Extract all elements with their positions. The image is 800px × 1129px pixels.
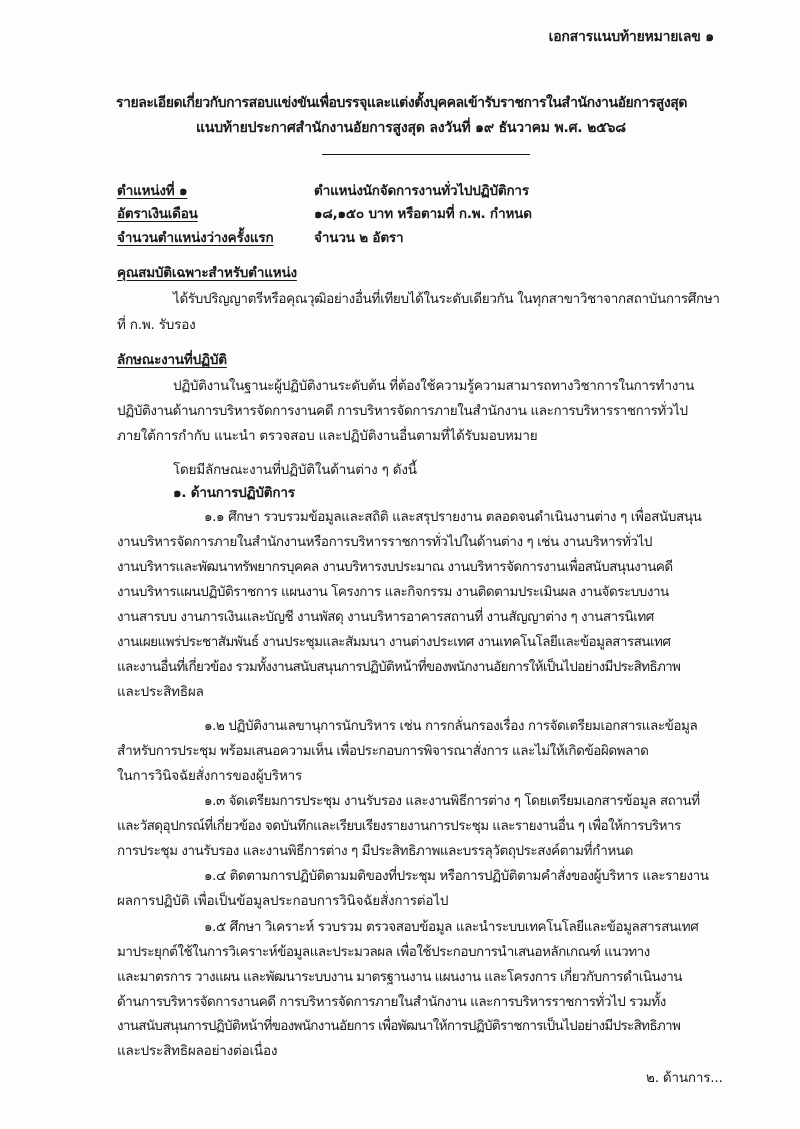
qualifications-heading: คุณสมบัติเฉพาะสำหรับตำแหน่ง [117,265,297,281]
header-divider [322,154,530,155]
section1-heading: ๑. ด้านการปฏิบัติการ [173,485,295,501]
item-line: ๑.๒ ปฏิบัติงานเลขานุการนักบริหาร เช่น การกลั่นกรองเรื่อง การจัดเตรียมเอกสารและข้อมูล [204,718,698,734]
document-title-line2: แนบท้ายประกาศสำนักงานอัยการสูงสุด ลงวันที่ ๑๙ ธันวาคม พ.ศ. ๒๕๖๘ [196,120,626,136]
item-line: และประสิทธิผลอย่างต่อเนื่อง [117,1043,278,1059]
item-line: ๑.๕ ศึกษา วิเคราะห์ รวบรวม ตรวจสอบข้อมูล และนำระบบเทคโนโลยีและข้อมูลสารสนเทศ [204,919,699,935]
vacancy-value: จำนวน ๒ อัตรา [314,230,404,246]
document-title-line1: รายละเอียดเกี่ยวกับการสอบแข่งขันเพื่อบรรจุและแต่งตั้งบุคคลเข้ารับราชการในสำนักงานอัยการสูงสุด [116,95,688,111]
salary-label: อัตราเงินเดือน [117,206,198,222]
item-line: งานสารบบ งานการเงินและบัญชี งานพัสดุ งานบริหารอาคารสถานที่ งานสัญญาต่าง ๆ งานสารนิเทศ [117,609,654,625]
position-label: ตำแหน่งที่ ๑ [117,183,188,199]
item-line: ผลการปฏิบัติ เพื่อเป็นข้อมูลประกอบการวินิจฉัยสั่งการต่อไป [117,893,449,909]
item-line: และวัสดุอุปกรณ์ที่เกี่ยวข้อง จดบันทึกและเรียบเรียงรายงานการประชุม และรายงานอื่น ๆ เพื่อให้การบริหาร [117,818,681,834]
item-line: และมาตรการ วางแผน และพัฒนาระบบงาน มาตรฐานงาน แผนงาน และโครงการ เกี่ยวกับการดำเนินงาน [117,969,682,985]
item-line: งานเผยแพร่ประชาสัมพันธ์ งานประชุมและสัมมนา งานต่างประเทศ งานเทคโนโลยีและข้อมูลสารสนเทศ [117,634,671,650]
qualifications-line: ที่ ก.พ. รับรอง [117,317,196,333]
item-line: สำหรับการประชุม พร้อมเสนอความเห็น เพื่อประกอบการพิจารณาสั่งการ และไม่ให้เกิดข้อผิดพลาด [117,743,649,759]
item-line: และงานอื่นที่เกี่ยวข้อง รวมทั้งงานสนับสนุนการปฏิบัติหน้าที่ของพนักงานอัยการให้เป็นไปอย่างมีประสิทธิภาพ [117,659,681,675]
item-line: งานสนับสนุนการปฏิบัติหน้าที่ของพนักงานอัยการ เพื่อพัฒนาให้การปฏิบัติราชการเป็นไปอย่างมีประสิทธิภาพ [117,1018,681,1034]
item-line: มาประยุกต์ใช้ในการวิเคราะห์ข้อมูลและประมวลผล เพื่อใช้ประกอบการนำเสนอหลักเกณฑ์ แนวทาง [117,944,650,960]
item-line: ด้านการบริหารจัดการงานคดี การบริหารจัดการภายในสำนักงาน และการบริหารราชการทั่วไป รวมทั้ง [117,994,666,1010]
attachment-label: เอกสารแนบท้ายหมายเลข ๑ [548,29,714,45]
job-description-intro: โดยมีลักษณะงานที่ปฏิบัติในด้านต่าง ๆ ดังนี้ [173,462,417,478]
position-value: ตำแหน่งนักจัดการงานทั่วไปปฏิบัติการ [314,183,529,199]
qualifications-line: ได้รับปริญญาตรีหรือคุณวุฒิอย่างอื่นที่เทียบได้ในระดับเดียวกัน ในทุกสาขาวิชาจากสถาบันการศึกษา [173,291,720,307]
continuation-marker: ๒. ด้านการ... [646,1070,723,1086]
item-line: งานบริหารและพัฒนาทรัพยากรบุคคล งานบริหารงบประมาณ งานบริหารจัดการงานเพื่อสนับสนุนงานคดี [117,559,673,575]
job-description-line: ภายใต้การกำกับ แนะนำ ตรวจสอบ และปฏิบัติงานอื่นตามที่ได้รับมอบหมาย [117,428,538,444]
item-line: ๑.๔ ติดตามการปฏิบัติตามมติของที่ประชุม หรือการปฏิบัติตามคำสั่งของผู้บริหาร และรายงาน [204,868,709,884]
salary-value: ๑๘,๑๕๐ บาท หรือตามที่ ก.พ. กำหนด [314,206,532,222]
item-line: และประสิทธิผล [117,684,204,700]
item-line: ๑.๑ ศึกษา รวบรวมข้อมูลและสถิติ และสรุปรายงาน ตลอดจนดำเนินงานต่าง ๆ เพื่อสนับสนุน [204,509,702,525]
item-line: การประชุม งานรับรอง และงานพิธีการต่าง ๆ มีประสิทธิภาพและบรรลุวัตถุประสงค์ตามที่กำหนด [117,843,633,859]
job-description-line: ปฏิบัติงานด้านการบริหารจัดการงานคดี การบริหารจัดการภายในสำนักงาน และการบริหารราชการทั่วไป [117,403,688,419]
item-line: งานบริหารจัดการภายในสำนักงานหรือการบริหารราชการทั่วไปในด้านต่าง ๆ เช่น งานบริหารทั่วไป [117,534,652,550]
job-description-line: ปฏิบัติงานในฐานะผู้ปฏิบัติงานระดับต้น ที่ต้องใช้ความรู้ความสามารถทางวิชาการในการทำงาน [173,378,695,394]
vacancy-label: จำนวนตำแหน่งว่างครั้งแรก [117,230,274,246]
item-line: งานบริหารแผนปฏิบัติราชการ แผนงาน โครงการ และกิจกรรม งานติดตามประเมินผล งานจัดระบบงาน [117,584,669,600]
item-line: ๑.๓ จัดเตรียมการประชุม งานรับรอง และงานพิธีการต่าง ๆ โดยเตรียมเอกสารข้อมูล สถานที่ [204,793,700,809]
job-description-heading: ลักษณะงานที่ปฏิบัติ [117,352,227,368]
item-line: ในการวินิจฉัยสั่งการของผู้บริหาร [117,768,303,784]
